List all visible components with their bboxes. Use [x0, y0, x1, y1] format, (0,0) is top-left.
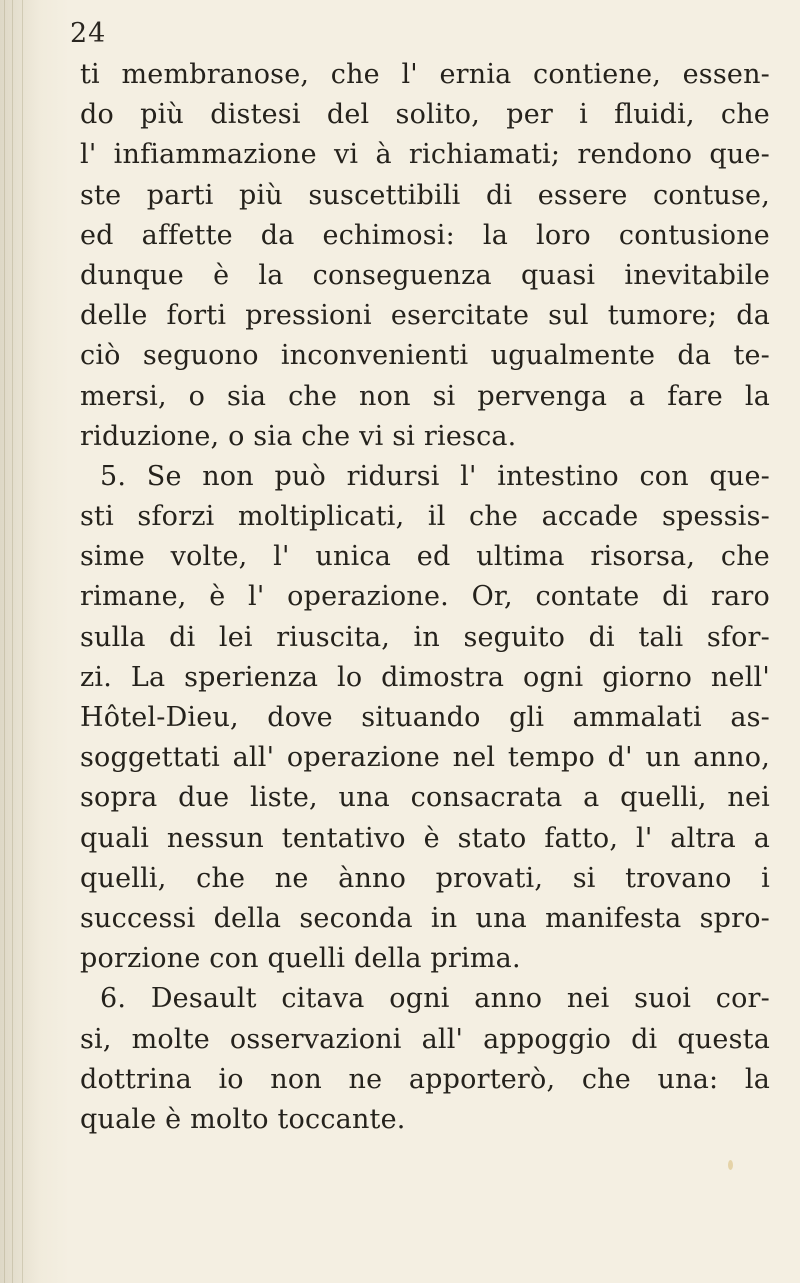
text-line: quali nessun tentativo è stato fatto, l' altra a [80, 822, 770, 854]
text-line: l' infiammazione vi à richiamati; rendono que- [80, 139, 770, 171]
text-line: zi. La sperienza lo dimostra ogni giorno nell' [80, 661, 770, 693]
text-line: dottrina io non ne apporterò, che una: la [80, 1063, 770, 1095]
text-line: successi della seconda in una manifesta spro- [80, 902, 770, 934]
text-line: quelli, che ne ànno provati, si trovano i [80, 862, 770, 894]
text-line: mersi, o sia che non si pervenga a fare la [80, 380, 770, 412]
text-line: 6. Desault citava ogni anno nei suoi cor- [100, 983, 770, 1015]
text-line: si, molte osservazioni all' appoggio di questa [80, 1023, 770, 1055]
text-line: ste parti più suscettibili di essere contuse, [80, 179, 770, 211]
text-line: sopra due liste, una consacrata a quelli, nei [80, 782, 770, 814]
text-line: do più distesi del solito, per i fluidi, che [80, 99, 770, 131]
text-line: sti sforzi moltiplicati, il che accade spessis- [80, 501, 770, 533]
gutter-line [22, 0, 23, 1283]
text-line: rimane, è l' operazione. Or, contate di raro [80, 581, 770, 613]
text-line: soggettati all' operazione nel tempo d' un anno, [80, 742, 770, 774]
gutter-line [12, 0, 13, 1283]
text-line: Hôtel-Dieu, dove situando gli ammalati as- [80, 702, 770, 733]
paper-stain [728, 1160, 733, 1170]
text-line: ciò seguono inconvenienti ugualmente da te- [80, 340, 770, 372]
text-line: ti membranose, che l' ernia contiene, essen- [80, 59, 770, 90]
text-line: sime volte, l' unica ed ultima risorsa, che [80, 541, 770, 573]
gutter-line [4, 0, 5, 1283]
text-line: 5. Se non può ridursi l' intestino con que- [100, 460, 770, 492]
text-line: quale è molto toccante. [80, 1103, 406, 1135]
page-number: 24 [70, 18, 107, 49]
text-line: delle forti pressioni esercitate sul tumore; da [80, 300, 770, 332]
text-line: ed affette da echimosi: la loro contusione [80, 219, 770, 251]
text-line: riduzione, o sia che vi si riesca. [80, 420, 517, 452]
body-text [80, 55, 770, 1140]
text-line: sulla di lei riuscita, in seguito di tali sfor- [80, 621, 770, 653]
text-line: dunque è la conseguenza quasi inevitabile [80, 259, 770, 291]
text-line: porzione con quelli della prima. [80, 943, 521, 975]
